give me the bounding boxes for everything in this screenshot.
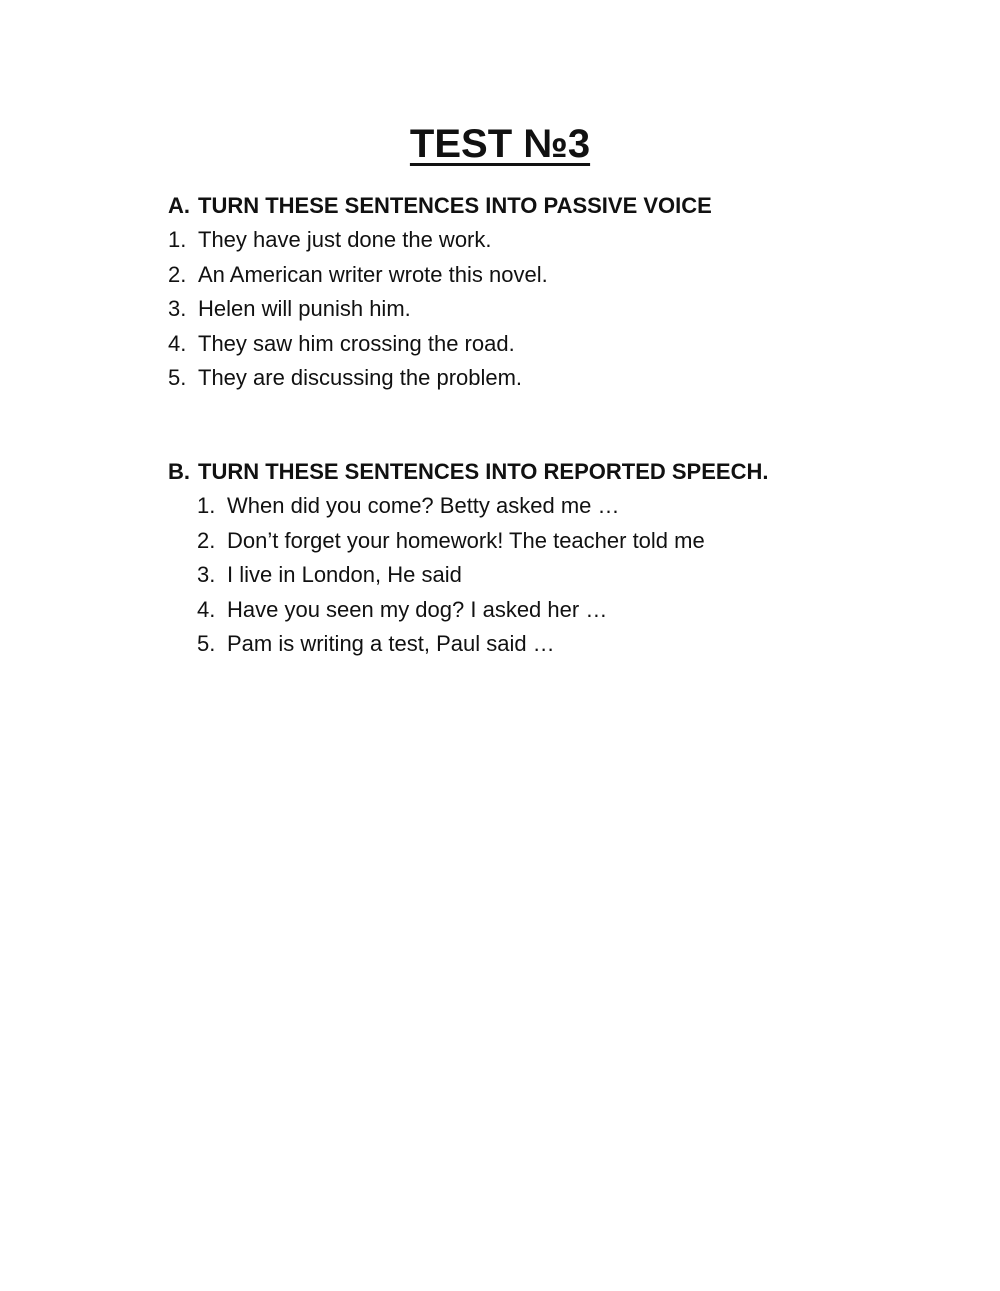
item-text: An American writer wrote this novel. <box>198 261 548 287</box>
item-number: 2. <box>197 527 216 553</box>
item-text: They saw him crossing the road. <box>198 330 515 356</box>
item-number: 4. <box>197 596 216 622</box>
section-b-letter: B. <box>168 459 190 484</box>
item-text: When did you come? Betty asked me … <box>227 493 620 518</box>
item-text: I live in London, He said <box>227 562 462 587</box>
item-number: 1. <box>197 493 216 518</box>
item-number: 1. <box>168 227 187 252</box>
item-number: 5. <box>168 365 187 390</box>
item-text: Don’t forget your homework! The teacher told me <box>227 527 705 553</box>
item-text: Have you seen my dog? I asked her … <box>227 596 608 622</box>
item-number: 3. <box>197 562 216 587</box>
section-b-heading-text: TURN THESE SENTENCES INTO REPORTED SPEECH. <box>198 459 769 484</box>
item-number: 5. <box>197 631 216 656</box>
page-title <box>0 118 1000 170</box>
section-a-letter: A. <box>168 193 190 218</box>
title-text: TEST №3 <box>409 122 591 166</box>
item-text: They are discussing the problem. <box>198 365 523 390</box>
item-text: Pam is writing a test, Paul said … <box>227 631 555 656</box>
item-text: They have just done the work. <box>198 227 492 252</box>
item-text: Helen will punish him. <box>198 296 411 321</box>
item-number: 2. <box>168 261 187 287</box>
section-a-heading-text: TURN THESE SENTENCES INTO PASSIVE VOICE <box>198 193 712 218</box>
item-number: 3. <box>168 296 187 321</box>
item-number: 4. <box>168 330 187 356</box>
